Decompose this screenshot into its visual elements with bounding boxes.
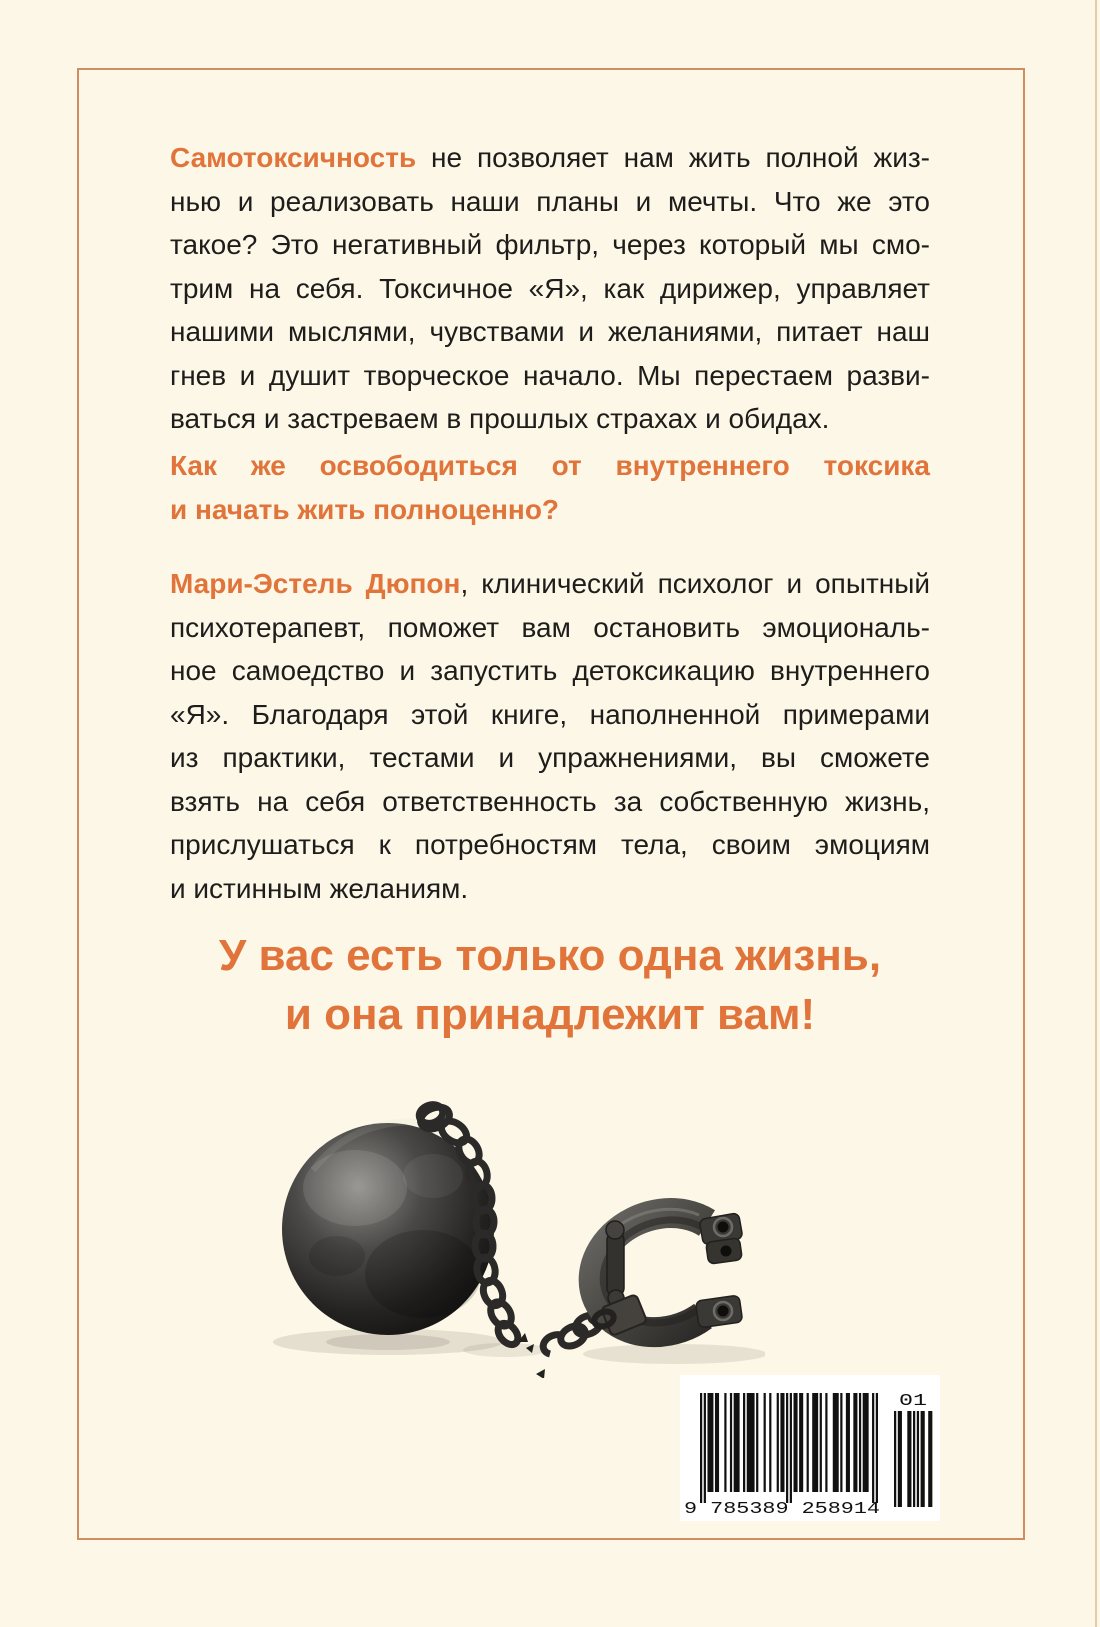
shackle-lugs	[695, 1213, 743, 1328]
page-edge	[1095, 0, 1097, 1627]
ball-and-chain-illustration	[255, 1048, 765, 1378]
barcode	[680, 1375, 940, 1521]
slogan-line-1: У вас есть только одна жизнь,	[218, 931, 882, 980]
svg-text:9 785389 258914: 9 785389 258914	[684, 1500, 880, 1519]
text-line: трим на себя. Токсичное «Я», как дирижер, управляет	[170, 272, 930, 304]
text-line: и истинным желаниям.	[170, 872, 469, 904]
slogan-line-2: и она принадлежит вам!	[284, 990, 816, 1039]
text-line: такое? Это негативный фильтр, через который мы смо-	[170, 229, 930, 260]
text-line: ное самоедство и запустить детоксикацию внутреннего	[170, 655, 930, 686]
text-line: Как же освободиться от внутреннего токсика	[170, 450, 930, 481]
svg-text:01: 01	[899, 1392, 927, 1411]
broken-link	[543, 1335, 561, 1354]
text-line: Мари-Эстель Дюпон, клинический психолог и опытный	[170, 568, 930, 599]
text-line: ваться и застреваем в прошлых страхах и обидах.	[170, 403, 830, 434]
author-paragraph	[170, 562, 930, 910]
text-line: нашими мыслями, чувствами и желаниями, питает наш	[170, 316, 930, 347]
barcode-svg	[680, 1375, 940, 1521]
text-line: из практики, тестами и упражнениями, вы сможете	[170, 742, 930, 773]
text-line: прислушаться к потребностям тела, своим эмоциям	[170, 829, 930, 860]
open-shackle	[592, 1209, 743, 1336]
question-heading	[170, 444, 930, 531]
text-line: психотерапевт, поможет вам остановить эмоциональ-	[170, 611, 930, 643]
text-line: взять на себя ответственность за собственную жизнь,	[170, 785, 930, 817]
intro-paragraph	[170, 136, 930, 441]
text-line: гнев и душит творческое начало. Мы перестаем разви-	[170, 359, 930, 391]
text-line: нью и реализовать наши планы и мечты. Что же это	[170, 185, 930, 217]
text-line: «Я». Благодаря этой книге, наполненной примерами	[170, 698, 930, 730]
slogan	[170, 926, 930, 1044]
text-line: Самотоксичность не позволяет нам жить полной жиз-	[170, 142, 930, 173]
shackle-hinge	[606, 1221, 624, 1306]
text-line: и начать жить полноценно?	[170, 493, 560, 525]
